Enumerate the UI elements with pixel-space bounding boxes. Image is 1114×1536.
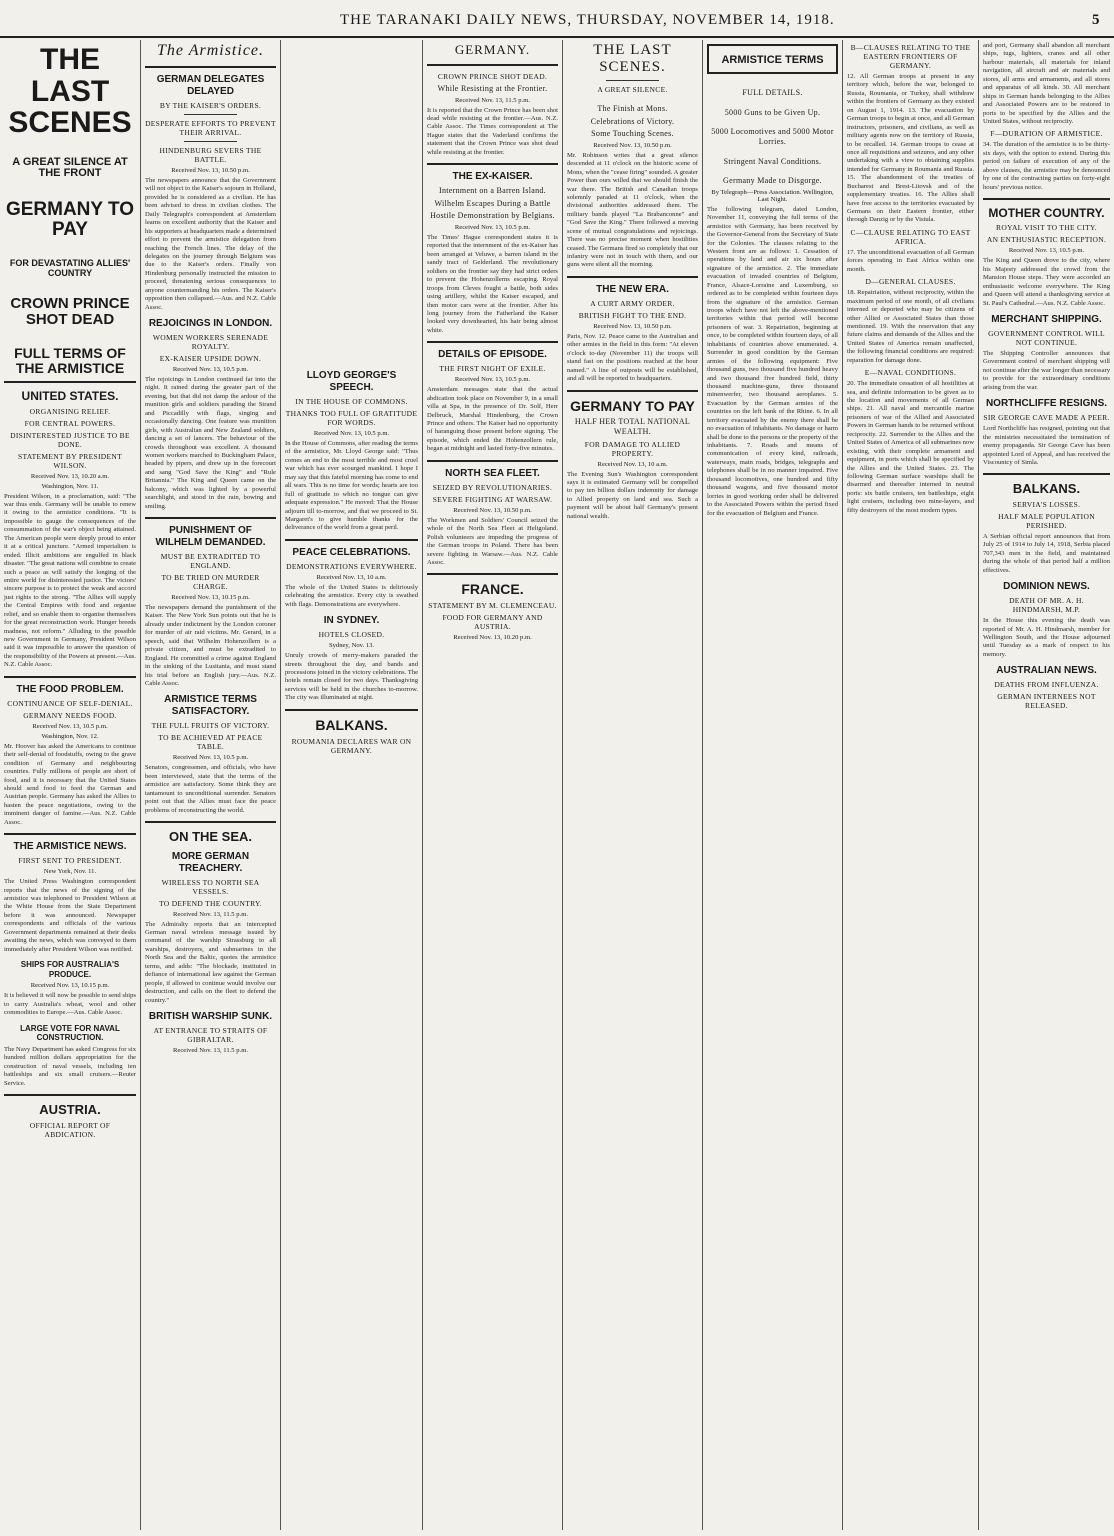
article-body: 34. The duration of the armistice is to be thirty-six days, with the option to extend. During this period on failure of execution of any of the above clauses, the armistice may be denounced by one of the contracting parties on forty-eight hours' previous notice. — [983, 141, 1110, 191]
dateline: Received Nov. 13, 10.5 p.m. — [172, 754, 249, 762]
subhead: F—DURATION OF ARMISTICE. — [990, 129, 1103, 139]
dateline: Received Nov. 13, 10.5 p.m. — [454, 224, 531, 231]
subhead: A CURT ARMY ORDER. — [590, 298, 675, 308]
article-body: The Navy Department has asked Congress for six hundred million dollars appropriation for the construction of naval vessels, including ten battleships and six small cruisers.—Reuter Service. — [4, 1045, 136, 1087]
headline: LLOYD GEORGE'S SPEECH. — [306, 370, 397, 393]
headline: AUSTRALIAN NEWS. — [996, 665, 1097, 677]
article-body: 12. All German troops at present in any territory which, before the war, belonged to Russia, Roumania, or Turkey, shall withdraw within the frontiers of Germany as they existed on August 1, 1914. 13. The evacuation by German troops to begin at once, and all German instructors, prisoners, and civilians, as well as military agents now on the territory of Russia, to be recalled. 14. German troops to cease at once all requisitions and seizures, and any other undertaking with a view to obtaining supplies intended for Germany in Roumania and Russia. 15. The abandonment of the treaties of Bucharest and Brest-Litovsk and of the supplementary treaties. 16. The Allies shall have free access to the territories evacuated by Germans on their Eastern frontier, either through Danzig or by the Vistula. — [847, 73, 974, 224]
dateline: Received Nov. 13, 10.5 p.m. — [172, 366, 249, 373]
subhead: THE FULL FRUITS OF VICTORY. — [151, 721, 270, 731]
divider — [983, 198, 1110, 200]
subhead: MUST BE EXTRADITED TO ENGLAND. — [160, 552, 261, 570]
headline: NORTHCLIFFE RESIGNS. — [985, 398, 1108, 410]
divider — [145, 517, 276, 519]
subhead: GOVERNMENT CONTROL WILL NOT CONTINUE. — [988, 329, 1105, 348]
article-body: It is reported that the Crown Prince has been shot dead while resisting at the frontier.—Aus. N.Z. Cable Assoc. The Times correspondent at The Hague states that the Vaderland confirms the statement that the Crown Prince was shot dead while resisting at the frontier. — [427, 106, 558, 156]
dateline: Received Nov. 13, 10.5 p.m. — [1008, 247, 1085, 255]
subhead: BY THE KAISER'S ORDERS. — [159, 101, 262, 110]
subhead: DISINTERESTED JUSTICE TO BE DONE. — [10, 430, 130, 449]
subhead: TO DEFEND THE COUNTRY. — [159, 898, 262, 908]
headline: DOMINION NEWS. — [1003, 581, 1090, 593]
dateline: Received Nov. 13, 11.5 p.m. — [173, 910, 248, 918]
column-4 — [422, 40, 562, 1530]
article-body: and port, Germany shall abandon all merchant ships, tugs, lighters, cranes and all other harbour materials, all materials for inland navigation, all aircraft and air materials and stores, all arms and armaments, and all stores and apparatus of all kinds. 30. All merchant ships in German hands belonging to the Allies and Associated Powers are to be restored in ports to be specified by the Allies and the United States, without reciprocity. — [983, 42, 1110, 125]
divider — [184, 114, 236, 115]
article-body: Lord Northcliffe has resigned, pointing out that the ministries necessitated the termination of enemy propaganda. Sir George Cave has been appointed Lord of Appeal, and has received the Viscountcy of Simla. — [983, 425, 1110, 466]
column-6 — [702, 40, 842, 1530]
subhead: WOMEN WORKERS SERENADE ROYALTY. — [152, 333, 269, 351]
masthead — [0, 0, 1114, 38]
article-body: The Workmen and Soldiers' Council seized the whole of the North Sea Fleet at Heligoland. Polish volunteers are impeding the progress of the German troops in Poland. There has been severe fighting in Warsaw.—Aus. N.Z. Cable Assoc. — [427, 516, 558, 566]
headline-devastating: FOR DEVASTATING ALLIES' COUNTRY — [9, 258, 131, 278]
subhead: DEMONSTRATIONS EVERYWHERE. — [286, 561, 417, 571]
subhead: DEATH OF MR. A. H. HINDMARSH, M.P. — [1009, 596, 1084, 615]
subhead: DEATHS FROM INFLUENZA. — [994, 680, 1099, 690]
subhead: Some Touching Scenes. — [591, 129, 674, 139]
dateline: Received Nov. 13, 10.5 p.m. — [32, 722, 108, 730]
headline-germany-to-pay: GERMANY TO PAY — [570, 397, 695, 414]
subhead: FULL DETAILS. — [742, 88, 803, 98]
armistice-terms-box — [707, 44, 838, 74]
subhead: EX-KAISER UPSIDE DOWN. — [159, 354, 262, 363]
subhead: D—GENERAL CLAUSES. — [865, 277, 956, 287]
column-3 — [280, 40, 422, 1530]
section-austria: AUSTRIA. — [39, 1101, 101, 1117]
subhead: GERMAN INTERNEES NOT RELEASED. — [997, 692, 1096, 711]
article-body: President Wilson, in a proclamation, said: "The war thus ends. Germany will be unable to renew it owing to the armistice conditions. "It is impossible to gauge the consequences of the consummation of the war's object being attained. The American people were deeply proud to enter it at a critical juncture. "Armed imperialism is ended. Illicit ambitions are engulfed in black disaster. "The great nations will combine to create such a peace as will satisfy the longing of the entire world for disinterested justice. The victors' sincere purpose is to protect the weak and accord just rights to the strong. "The Allies will supply the Central Empires with food and organise relief, and so enable them to organise themselves for the great reconstruction work. Hunger breeds madness, not reform." Alluding to the possible new Government in Germany, President Wilson said it was impossible to answer the question of the responsibility of the Powers at present.—Aus. N.Z. Cable Assoc. — [4, 492, 136, 669]
subhead: Celebrations of Victory. — [590, 116, 675, 126]
headline: DETAILS OF EPISODE. — [438, 349, 547, 361]
subhead: BRITISH FIGHT TO THE END. — [578, 310, 687, 320]
subhead: Internment on a Barren Island. — [439, 186, 546, 196]
dateline: Received Nov. 13, 10.50 p.m. — [453, 506, 532, 514]
headline-on-the-sea: ON THE SEA. — [168, 829, 253, 844]
article-body: In the House this evening the death was reported of Mr. A. H. Hindmarsh, member for Wellington South, and the House adjourned until Tuesday as a mark of respect to his memory. — [983, 617, 1110, 658]
dateline: Received Nov. 13, 10.20 a.m. — [30, 472, 110, 480]
subhead: ROYAL VISIT TO THE CITY. — [996, 223, 1097, 233]
subhead: The Finish at Mons. — [597, 104, 668, 113]
subhead: B—CLAUSES RELATING TO THE EASTERN FRONTIERS OF GERMANY. — [850, 43, 971, 70]
headline: PEACE CELEBRATIONS. — [292, 546, 411, 558]
dateline: Received Nov. 13, 10.5 p.m. — [454, 376, 531, 384]
article-body: Senators, congressmen, and officials, who have been interviewed, state that the terms of the armistice are satisfactory. Some think they are tantamount to unconditional surrender. Senators point out that the Allies must face the peace problems of reconstructing the world. — [145, 764, 276, 814]
subhead: STATEMENT BY M. CLEMENCEAU. — [428, 601, 557, 611]
article-body: The newspapers demand the punishment of the Kaiser. The New York Sun points out that he is already under indictment by the London coroner for murder of air raid victims. Mr. Gerard, in a speech, said that Wilhelm Hohenzollern is a private citizen, and must be extradited to England. He committed a crime against England in the sinking of the Lusitania, and must stand his trial before an English jury.—Aus. N.Z. Cable Assoc. — [145, 604, 276, 687]
headline: IN SYDNEY. — [323, 615, 380, 627]
divider — [4, 381, 136, 383]
divider — [567, 390, 698, 392]
headline-balkans: BALKANS. — [315, 716, 388, 733]
divider — [983, 473, 1110, 475]
subhead: Wilhelm Escapes During a Battle — [434, 198, 551, 208]
section-armistice-news: THE ARMISTICE NEWS. — [13, 841, 127, 853]
article-body: 17. The unconditional evacuation of all German forces operating in East Africa within one month. — [847, 248, 974, 273]
dateline: Received Nov. 13, 10 a.m. — [316, 573, 387, 581]
article-body: A Serbian official report announces that from July 25 of 1914 to July 14, 1918, Serbia placed 707,343 men in the field, and maintained during the whole of that period half a million effectives. — [983, 532, 1110, 574]
subhead: HINDENBURG SEVERS THE BATTLE. — [159, 146, 262, 164]
article-body: The whole of the United States is deliriously celebrating the armistice. Every city is swathed with flags. Demonstrations are everywhere. — [285, 583, 418, 608]
column-7 — [842, 40, 978, 1530]
subhead: SIR GEORGE CAVE MADE A PEER. — [983, 413, 1110, 423]
subhead: CONTINUANCE OF SELF-DENIAL. — [7, 698, 133, 708]
subhead: 5000 Locomotives and 5000 Motor Lorries. — [711, 127, 834, 146]
subhead: Germany Made to Disgorge. — [723, 176, 822, 186]
headline: ARMISTICE TERMS SATISFACTORY. — [164, 694, 257, 718]
headline: REJOICINGS IN LONDON. — [148, 318, 273, 329]
dateline: Received Nov. 13, 10.15 p.m. — [171, 594, 250, 601]
headline-crown-prince: CROWN PRINCE SHOT DEAD — [10, 295, 130, 329]
section-title-armistice: The Armistice. — [156, 42, 265, 59]
subhead: C—CLAUSE RELATING TO EAST AFRICA. — [850, 227, 971, 246]
article-body: Mr. Robinson writes that a great silence descended at 11 o'clock on the historic scene of Mons, when the "cease firing" sounded. A greater Power than ours willed that we should finish the war there. The British and Canadian troops solemnly paraded at 11 o'clock, when the divisional authorities addressed them. The military bands played "La Brabanconne" and "God Save the King." There followed a moving scene of mutual congratulations and rejoicings. There was no precise moment when hostilities ceased. The Germans fired so completely that our infantry were not in touch with them, and our guns were silent all the morning. — [567, 151, 698, 269]
article-body: The rejoicings in London continued far into the night. It rained during the greater part of the evening, but that did not damp the ardour of the munition girls and soldiers parading the Strand and Piccadilly with flags, singing and occasionally dancing. One feature was munition girls, with Australian and New Zealand soldiers, dancing a set of lancers. The behaviour of the crowds throughout was excellent. A thousand women workers marched to Buckingham Palace, headed by pipers, and drew up in the forecourt and sang "God Save the King" and "Rule Britannia." The King and Queen came on the balcony, which was lighted by a powerful searchlight, and stood in the rain, bowing and smiling. — [145, 376, 276, 510]
divider — [427, 341, 558, 343]
subhead: TO BE TRIED ON MURDER CHARGE. — [161, 573, 260, 591]
newspaper-title: THE TARANAKI DAILY NEWS, THURSDAY, NOVEMBER 14, 1918. — [340, 12, 835, 28]
dateline: Washington, Nov. 12. — [41, 732, 99, 740]
divider — [4, 833, 136, 835]
article-body: The Admiralty reports that an intercepted German naval wireless message issued by command of the warship Strassburg to all warships, destroyers, and submarines in the North Sea and the Baltic, quotes the armistice terms, and adds: "The blockade, instituted in defiance of international law against the German people, if allowed to continue would involve our destruction, and calls on the fleet to defend the country." — [145, 920, 276, 1004]
subhead: HALF MALE POPULATION PERISHED. — [998, 511, 1095, 530]
headline-france: FRANCE. — [461, 581, 524, 598]
subhead: ROUMANIA DECLARES WAR ON GERMANY. — [291, 736, 412, 755]
section-food-problem: THE FOOD PROBLEM. — [16, 683, 124, 695]
headline: MERCHANT SHIPPING. — [991, 314, 1102, 326]
subhead: THE FIRST NIGHT OF EXILE. — [439, 364, 546, 374]
subhead: ORGANISING RELIEF. — [29, 406, 111, 416]
subhead: SEVERE FIGHTING AT WARSAW. — [432, 494, 553, 504]
headline: THE NEW ERA. — [596, 283, 669, 295]
subhead: FOR CENTRAL POWERS. — [24, 418, 116, 428]
subhead: FOOD FOR GERMANY AND AUSTRIA. — [442, 613, 543, 632]
headline-full-terms: FULL TERMS OF THE ARMISTICE — [14, 344, 126, 376]
dateline: Received Nov. 13, 10 a.m. — [597, 460, 668, 468]
article-body: The newspapers announce that the Government will not object to the Kaiser's sojourn in Holland, provided he is considered as a civilian. He has been advised to dress in civilian clothes. The Daily Telegraph's correspondent at Amsterdam learns on excellent authority that the Kaiser and his supporters at headquarters made a determined effort to prevent the armistice delegation from reaching the French lines. The delay of the delegates on the journey through Belgium was due to the Kaiser's orders. Finally von Hindenburg personally instructed the mission to proceed, threatening serious consequences to anyone countermanding his orders. The Kaiser's opposition then collapsed.—Aus. and N.Z. Cable Assoc. — [145, 177, 276, 311]
subhead: While Resisting at the Frontier. — [437, 84, 548, 93]
subhead: A GREAT SILENCE. — [597, 85, 668, 94]
divider — [4, 676, 136, 678]
divider — [427, 163, 558, 165]
section-united-states: UNITED STATES. — [21, 389, 119, 404]
column-8 — [978, 40, 1114, 1530]
divider — [285, 539, 418, 541]
dateline: Received Nov. 13, 10.50 p.m. — [171, 167, 250, 174]
subhead: HALF HER TOTAL NATIONAL WEALTH. — [574, 417, 691, 436]
article-body: Mr. Hoover has asked the Americans to continue their self-denial of foodstuffs, owing to the grave condition of Germany and neighbouring countries. Fully millions of people are short of food, and it is necessary that the United States should send food to feed the German and Austrian people. Germany has asked the Allies to hasten the peace negotiations, owing to the imminent danger of famine.—Aus. N.Z. Cable Assoc. — [4, 742, 136, 826]
subhead: HOTELS CLOSED. — [318, 630, 385, 640]
dateline: Received Nov. 13, 10.50 p.m. — [593, 141, 672, 149]
subhead: OFFICIAL REPORT OF ABDICATION. — [29, 1120, 111, 1139]
article-body: 20. The immediate cessation of all hostilities at sea, and definite information to be given as to the location and movements of all German ships. 21. All naval and mercantile marine prisoners of war of the Allied and Associated Powers in German hands to be returned without reciprocity. 22. Surrender to the Allies and the United States of America of all submarines now existing, with their complete armament and equipment, in ports which shall be specified by the Allies and the United States. 23. The following German surface warships shall be disarmed and thereafter interned in neutral ports: six battle cruisers, ten battleships, eight light cruisers, including two mine-layers, and fifty destroyers of the most modern types. — [847, 380, 974, 514]
section-title-last-scenes: THE LAST SCENES. — [593, 42, 672, 75]
subhead: DESPERATE EFFORTS TO PREVENT THEIR ARRIVAL. — [145, 119, 276, 137]
subhead: AT ENTRANCE TO STRAITS OF GIBRALTAR. — [153, 1025, 268, 1044]
divider — [4, 1094, 136, 1096]
divider — [145, 66, 276, 68]
subhead: AN ENTHUSIASTIC RECEPTION. — [986, 235, 1107, 245]
headline: NORTH SEA FLEET. — [445, 467, 540, 479]
subhead: SERVIA'S LOSSES. — [1012, 499, 1081, 509]
dateline: New York, Nov. 11. — [43, 868, 97, 876]
headline: THE EX-KAISER. — [452, 171, 533, 183]
section-ships: SHIPS FOR AUSTRALIA'S PRODUCE. — [20, 960, 120, 979]
dateline: Received Nov. 13, 10.20 p.m. — [453, 634, 532, 642]
dateline: Received Nov. 13, 10.50 p.m. — [593, 322, 672, 330]
subhead: E—NAVAL CONDITIONS. — [864, 368, 957, 378]
subhead: Hostile Demonstration by Belgians. — [430, 211, 555, 221]
subhead: GERMANY NEEDS FOOD. — [23, 710, 117, 720]
subhead: Stringent Naval Conditions. — [723, 156, 822, 166]
article-body: The King and Queen drove to the city, where his Majesty addressed the crowd from the Mansion House steps. They were accorded an enthusiastic welcome everywhere. The King and Queen will attend a thanksgiving service at St. Paul's Cathedral.—Aus. N.Z. Cable Assoc. — [983, 257, 1110, 307]
article-body: The United Press Washington correspondent reports that the news of the signing of the armistice was telephoned to President Wilson at the White House from the State Department before it was announced. Newspaper correspondents and officials of the various Government departments remained at their desks awaiting the news, which was conveyed to them immediately after President Wilson was notified. — [4, 878, 136, 953]
article-body: It is believed it will now be possible to send ships to carry Australia's wheat, wool and other commodities to Europe.—Aus. Cable Assoc. — [4, 992, 136, 1017]
dateline: Washington, Nov. 11. — [41, 482, 99, 490]
article-body: The following telegram, dated London, November 11, conveying the full terms of the armistice with Germany, has been received by the Governor-General from the Secretary of State for the Colonies. The clauses relating to the Western front are as follows: 1. Cessation of operations by land and air six hours after signature of the armistice. 2. The immediate evacuation of invaded countries of Belgium, France, Alsace-Lorraine and Luxemburg, so ordered as to be completed within fourteen days from the signature of the armistice. German troops which have not left the above-mentioned territories within that period will become prisoners of war. 3. Repatriation, beginning at once, to be completed within fourteen days, of all inhabitants of countries above enumerated. 4. Surrender in good condition by the German armies of the following equipment: Five thousand guns, two thousand five hundred heavy and two thousand five hundred field, thirty thousand machine-guns, three thousand minenwerfer, two thousand aeroplanes. 5. Evacuation by the German armies of the countries on the left bank of the Rhine. 6. In all territory evacuated by the enemy there shall be no evacuation of inhabitants. No damage or harm shall be done to the persons or the property of the inhabitants. 7. Roads and means of communication of every kind, railroads, waterways, main roads, bridges, telegraphs and telephones shall be in no manner impaired. Five thousand locomotives, one hundred and fifty thousand wagons, and five thousand motor lorries in good working order shall be delivered to the Associated Powers within the period fixed for the evacuation of Belgium and France. — [707, 205, 838, 517]
column-5 — [562, 40, 702, 1530]
subhead: FIRST SENT TO PRESIDENT. — [18, 856, 122, 866]
section-title-germany: GERMANY. — [454, 42, 531, 57]
headline-armistice-terms: ARMISTICE TERMS — [721, 54, 824, 66]
dateline: Received Nov. 13, 11.5 p.m. — [455, 96, 530, 104]
subhead: STATEMENT BY PRESIDENT WILSON. — [18, 451, 122, 470]
divider — [427, 460, 558, 462]
subhead: FOR DAMAGE TO ALLIED PROPERTY. — [584, 439, 681, 458]
column-2 — [140, 40, 280, 1530]
subhead: 5000 Guns to be Given Up. — [724, 107, 821, 117]
dateline: Received Nov. 13, 10.15 p.m. — [30, 982, 110, 990]
subhead: SEIZED BY REVOLUTIONARIES. — [432, 482, 553, 492]
headline-last-scenes: THE LAST SCENES — [8, 43, 132, 139]
article-body: In the House of Commons, after reading the terms of the armistice, Mr. Lloyd George said: "Thus comes an end to the most terrible and most cruel war which has ever scourged mankind. I hope I may say that this fateful morning has come to end all wars. This is no time for words; hearts are too full of gratitude to which no tongue can give adequate expression." He moved: That the House adjourn till to-morrow, and that we proceed to St. Margaret's to give humble thanks for the deliverance of the world from a great peril. — [285, 440, 418, 532]
dateline: By Telegraph—Press Association. Wellington, Last Night. — [711, 188, 834, 203]
headline-germany-to-pay: GERMANY TO PAY — [5, 198, 135, 240]
page-number: 5 — [1092, 12, 1101, 28]
headline-great-silence: A GREAT SILENCE AT THE FRONT — [12, 155, 128, 180]
divider — [285, 709, 418, 711]
article-body: 18. Repatriation, without reciprocity, within the maximum period of one month, of all civilians interned or deported who may be citizens of other Allied or Associated States than those mentioned. 19. With the reservation that any future claims and demands of the Allies and the United States of America remain unaffected, the following financial conditions are required: reparation for damage done. — [847, 289, 974, 364]
article-body: The Times' Hague correspondent states it is reported that the internment of the ex-Kaiser has been arranged at Veluwe, a barren island in the sandy tract of Gelderland. The revolutionary soldiers on the frontier say they had strict orders to prevent the Hohenzollerns escaping. Royal troops from Cleves fought a battle, both sides using artillery, whilst the Kaiser escaped, and then motor cars were at the frontier. After his long journey from the Fatherland the Kaiser looked very downhearted, his hair being almost white. — [427, 234, 558, 334]
headline: MORE GERMAN TREACHERY. — [171, 850, 250, 874]
subhead: IN THE HOUSE OF COMMONS. — [295, 397, 408, 406]
divider — [427, 64, 558, 66]
subhead: CROWN PRINCE SHOT DEAD. — [437, 72, 548, 81]
article-body: Unruly crowds of merry-makers paraded the streets throughout the day, and bands and processions joined in the victory celebrations. The hotels remain closed for two days. Thanksgiving services will be held in the churches to-morrow. The city was illuminated at night. — [285, 652, 418, 702]
subhead: WIRELESS TO NORTH SEA VESSELS. — [161, 877, 260, 896]
headline: GERMAN DELEGATES DELAYED — [156, 74, 265, 97]
divider — [567, 276, 698, 278]
dateline: Sydney, Nov. 13. — [328, 642, 375, 650]
column-1 — [0, 40, 140, 1530]
subhead: TO BE ACHIEVED AT PEACE TABLE. — [158, 733, 263, 752]
divider — [427, 573, 558, 575]
headline-balkans: BALKANS. — [1012, 481, 1081, 497]
headline: BRITISH WARSHIP SUNK. — [148, 1010, 273, 1022]
divider — [145, 821, 276, 823]
article-body: Paris, Nov. 12. Peace came to the Australian and other armies in the field in this form: "At eleven o'clock to-day (November 11) the troops will stand fast on the positions reached at the hour named." A line of outposts will be established, and all will be reported to headquarters. — [567, 332, 698, 383]
divider — [184, 141, 236, 142]
dateline: Received Nov. 13, 10.5 p.m. — [313, 430, 390, 437]
headline-mother-country: MOTHER COUNTRY. — [988, 206, 1105, 220]
dateline: Received Nov. 13, 11.5 p.m. — [173, 1046, 248, 1054]
subhead: THANKS TOO FULL OF GRATITUDE FOR WORDS. — [285, 409, 418, 427]
article-body: The Shipping Controller announces that Government control of merchant shipping will not continue after the war longer than necessary to provide for the extraordinary conditions arising from the war. — [983, 350, 1110, 391]
article-body: The Evening Sun's Washington correspondent says it is estimated Germany will be compelled to pay ten billion dollars indemnity for damage to Allied property on land and sea. Such a payment will be about half Germany's present national wealth. — [567, 470, 698, 520]
headline: PUNISHMENT OF WILHELM DEMANDED. — [155, 525, 266, 548]
section-naval-vote: LARGE VOTE FOR NAVAL CONSTRUCTION. — [20, 1023, 120, 1043]
divider — [606, 80, 658, 81]
article-body: Amsterdam messages state that the actual abdication took place on November 9, in a small villa at Spa, in the presence of Dr. Solf, Herr Delbruck, Marshal Hindenburg, the Crown Prince and others. The Kaiser had no opportunity of haranguing those present before signing. The episode, which ended the Hohenzollern rule, began at midnight and lasted forty-five minutes. — [427, 386, 558, 453]
